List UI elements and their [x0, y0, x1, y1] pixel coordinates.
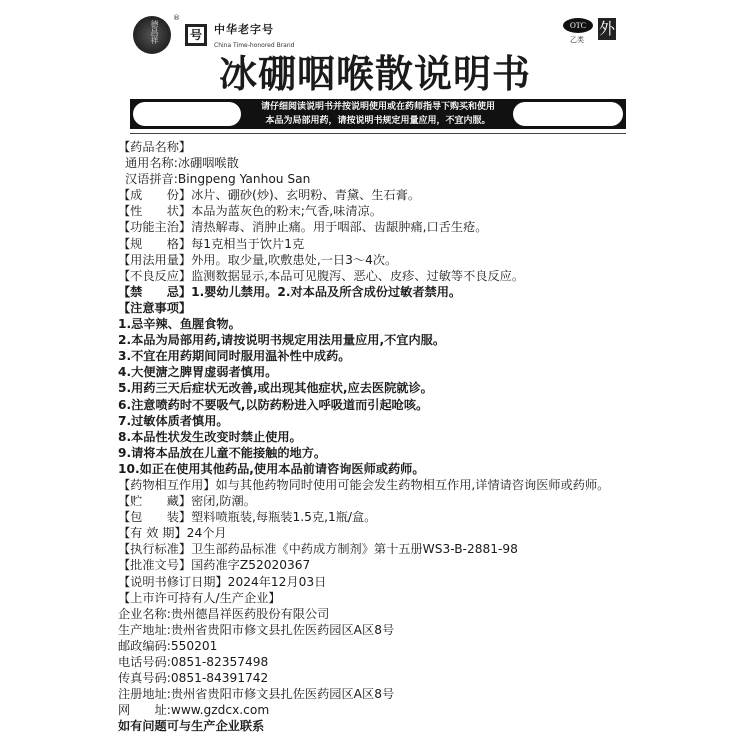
standard: 【执行标准】卫生部药品标准《中药成方制剂》第十五册WS3-B-2881-98: [118, 542, 518, 557]
precaution-item: 9.请将本品放在儿童不能接触的地方。: [118, 445, 327, 460]
company-logo: [133, 16, 171, 54]
time-honored-brand-icon: 号: [185, 24, 207, 46]
ingredients: 【成 份】冰片、硼砂(炒)、玄明粉、青黛、生石膏。: [118, 188, 421, 203]
dosage: 【用法用量】外用。取少量,吹敷患处,一日3～4次。: [118, 252, 398, 267]
precaution-item: 3.不宜在用药期间同时服用温补性中成药。: [118, 349, 351, 364]
precaution-item: 6.注意喷药时不要吸气,以防药粉进入呼吸道而引起呛咳。: [118, 397, 429, 412]
approval-number: 【批准文号】国药准字Z52020367: [118, 558, 311, 573]
page-title: 冰硼咽喉散说明书: [218, 51, 531, 96]
precaution-item: 5.用药三天后症状无改善,或出现其他症状,应去医院就诊。: [118, 381, 433, 396]
pinyin-name: 汉语拼音:Bingpeng Yanhou San: [125, 172, 311, 187]
contact-note: 如有问题可与生产企业联系: [118, 719, 265, 734]
precautions-heading: 【注意事项】: [118, 300, 192, 315]
otc-class: 乙类: [570, 36, 584, 44]
appearance: 【性 状】本品为蓝灰色的粉末;气香,味清凉。: [118, 204, 382, 219]
precaution-item: 4.大便溏之脾胃虚弱者慎用。: [118, 365, 278, 380]
postal-code: 邮政编码:550201: [118, 638, 218, 653]
phone: 电话号码:0851-82357498: [118, 655, 269, 669]
precaution-item: 2.本品为局部用药,请按说明书规定用法用量应用,不宜内服。: [118, 333, 446, 348]
fax: 传真号码:0851-84391742: [118, 671, 269, 686]
precaution-item: 8.本品性状发生改变时禁止使用。: [118, 429, 302, 444]
precaution-item: 1.忌辛辣、鱼腥食物。: [118, 317, 241, 332]
website: 网 址:www.gzdcx.com: [118, 703, 270, 718]
indications: 【功能主治】清热解毒、消肿止痛。用于咽部、齿龈肿痛,口舌生疮。: [118, 220, 488, 235]
logo-text: 德昌祥: [150, 20, 159, 44]
company-name: 企业名称:贵州德昌祥医药股份有限公司: [118, 606, 330, 621]
manufacturer-heading: 【上市许可持有人/生产企业】: [118, 590, 281, 605]
generic-name: 通用名称:冰硼咽喉散: [125, 156, 239, 171]
adverse-reactions: 【不良反应】监测数据显示,本品可见腹泻、恶心、皮疹、过敏等不良反应。: [118, 268, 525, 283]
shelf-life: 【有 效 期】24个月: [118, 526, 227, 541]
registered-mark: ®: [173, 14, 180, 22]
production-address: 生产地址:贵州省贵阳市修文县扎佐医药园区A区8号: [118, 622, 395, 637]
otc-badge: OTC: [563, 18, 593, 33]
revision-date: 【说明书修订日期】2024年12月03日: [118, 574, 327, 589]
external-use-badge: 外: [598, 19, 615, 38]
banner-line-2: 本品为局部用药，请按说明书规定用量应用，不宜内服。: [265, 116, 491, 126]
brand-name-cn: 中华老字号: [214, 23, 274, 36]
storage: 【贮 藏】密闭,防潮。: [118, 494, 256, 509]
specification: 【规 格】每1克相当于饮片1克: [118, 236, 305, 251]
warning-banner: [130, 99, 626, 129]
contraindications: 【禁 忌】1.婴幼儿禁用。2.对本品及所含成份过敏者禁用。: [118, 284, 462, 299]
leaflet-body: [118, 139, 609, 734]
registered-address: 注册地址:贵州省贵阳市修文县扎佐医药园区A区8号: [118, 687, 395, 702]
precaution-item: 7.过敏体质者慎用。: [118, 413, 229, 428]
banner-line-1: 请仔细阅读说明书并按说明使用或在药师指导下购买和使用: [260, 102, 495, 112]
section-heading: 【药品名称】: [118, 140, 192, 154]
precaution-item: 10.如正在使用其他药品,使用本品前请咨询医师或药师。: [118, 461, 425, 476]
package: 【包 装】塑料喷瓶装,每瓶装1.5克,1瓶/盒。: [118, 510, 377, 525]
brand-name-en: China Time-honored Brand: [214, 42, 295, 49]
divider: [130, 133, 626, 134]
banner-text: [130, 100, 626, 128]
drug-interactions: 【药物相互作用】如与其他药物同时使用可能会发生药物相互作用,详情请咨询医师或药师。: [118, 477, 610, 492]
